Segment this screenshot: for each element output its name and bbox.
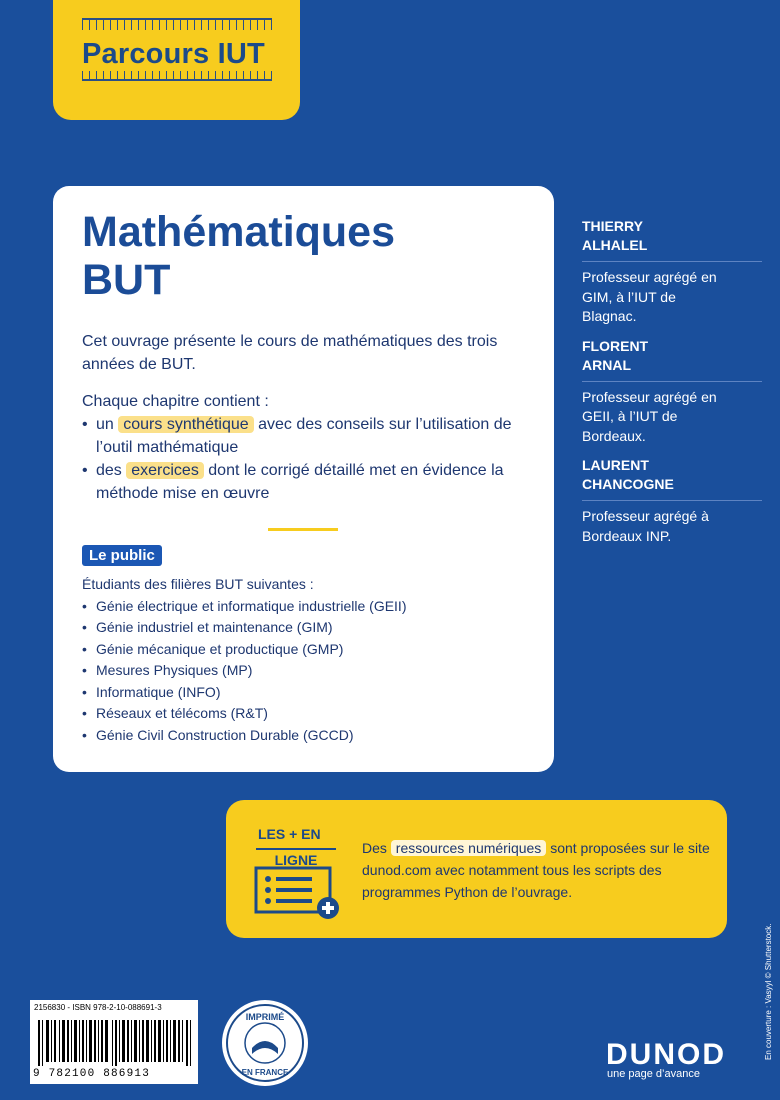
online-extras-label-ligne: LIGNE	[256, 848, 336, 868]
publisher-logo: DUNOD	[606, 1038, 726, 1071]
public-item: • Informatique (INFO)	[82, 682, 542, 704]
book-intro: Cet ouvrage présente le cours de mathématiques des trois années de BUT.	[82, 333, 498, 373]
author-first-name: LAURENT	[582, 457, 649, 473]
public-item: • Réseaux et télécoms (R&T)	[82, 703, 542, 725]
author-description: Professeur agrégé en GIM, à l’IUT de Blagnac.	[582, 269, 717, 324]
public-section	[82, 574, 542, 746]
publisher-slogan: une page d’avance	[607, 1068, 700, 1080]
barcode-icon	[38, 1020, 194, 1066]
author-block	[582, 456, 762, 546]
author-block	[582, 217, 762, 327]
barcode-number: 9 782100 886913	[33, 1068, 151, 1080]
author-last-name: ALHALEL	[582, 237, 648, 253]
author-last-name: ARNAL	[582, 356, 631, 373]
chapter-contents	[82, 390, 542, 505]
series-title: Parcours IUT	[82, 38, 265, 70]
public-item: • Génie électrique et informatique industrielle (GEII)	[82, 596, 542, 618]
online-extras-label: LES + EN	[258, 826, 321, 842]
public-intro: Étudiants des filières BUT suivantes :	[82, 576, 314, 592]
book-title-line2: BUT	[82, 256, 171, 304]
contents-bullet-exercises: • des exercices dont le corrigé détaillé met en évidence la méthode mise en œuvre	[82, 459, 542, 505]
seal-bottom-text: EN FRANCE	[241, 1068, 289, 1077]
online-extras-text: Des ressources numériques sont proposées sur le site dunod.com avec notamment tous les scripts des programmes Python de l’ouvrage.	[362, 840, 710, 900]
authors-column	[582, 217, 762, 556]
public-badge: Le public	[82, 545, 162, 566]
book-title	[82, 208, 512, 304]
highlight-resources: ressources numériques	[391, 840, 547, 856]
author-divider	[582, 261, 762, 262]
author-divider	[582, 500, 762, 501]
public-item: • Mesures Physiques (MP)	[82, 660, 542, 682]
public-item: • Génie mécanique et productique (GMP)	[82, 639, 542, 661]
author-first-name: FLORENT	[582, 337, 649, 354]
contents-label: Chaque chapitre contient :	[82, 393, 269, 410]
author-first-name: THIERRY	[582, 218, 643, 234]
ruler-decoration-bottom	[82, 71, 272, 81]
cover-credit: En couverture : Vasyyl © Shutterstock.	[764, 923, 773, 1060]
yellow-separator	[268, 528, 338, 531]
author-block	[582, 337, 762, 447]
author-description: Professeur agrégé à Bordeaux INP.	[582, 508, 709, 544]
online-resources-icon	[252, 866, 344, 920]
author-divider	[582, 381, 762, 382]
author-description: Professeur agrégé en GEII, à l’IUT de Bordeaux.	[582, 388, 717, 444]
highlight-exercises: exercices	[126, 462, 204, 479]
ruler-decoration-top	[82, 18, 272, 30]
author-last-name: CHANCOGNE	[582, 476, 674, 492]
highlight-course: cours synthétique	[118, 416, 253, 433]
book-title-line1: Mathématiques	[82, 208, 396, 256]
imprime-en-france-seal	[220, 998, 310, 1088]
public-item: • Génie Civil Construction Durable (GCCD)	[82, 725, 542, 747]
isbn-text: 2156830 - ISBN 978-2-10-088691-3	[34, 1003, 162, 1012]
seal-top-text: IMPRIMÉ	[245, 1012, 285, 1022]
public-item: • Génie industriel et maintenance (GIM)	[82, 617, 542, 639]
contents-bullet-course: • un cours synthétique avec des conseils sur l’utilisation de l’outil mathématique	[82, 413, 542, 459]
